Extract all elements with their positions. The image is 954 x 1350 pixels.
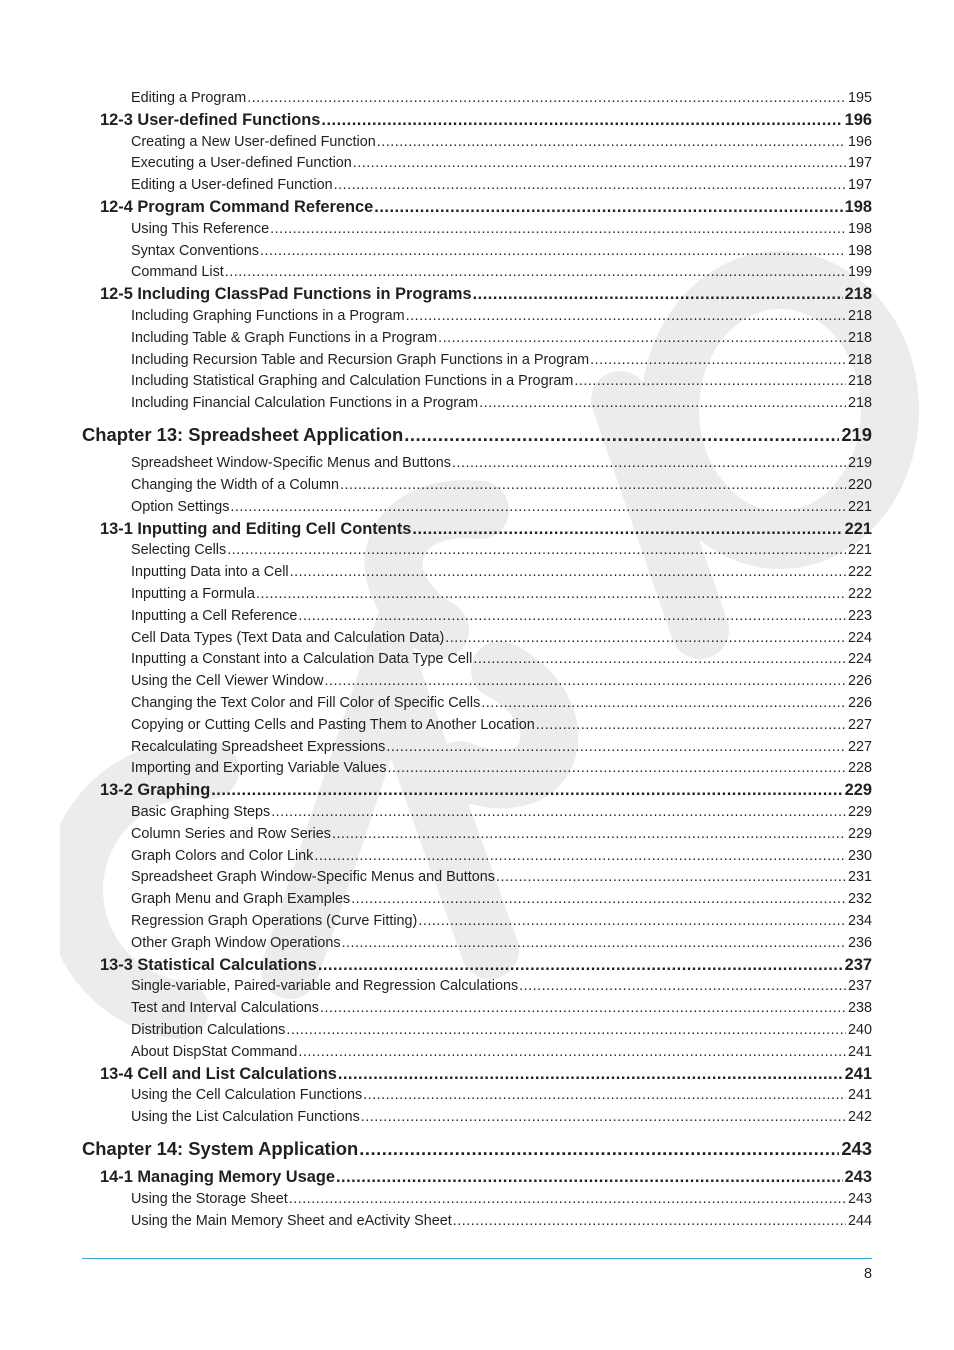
toc-section-entry[interactable] bbox=[100, 109, 872, 131]
entry-title: Test and Interval Calculations bbox=[131, 1000, 319, 1017]
toc-entry[interactable] bbox=[131, 889, 872, 910]
entry-page-number: 218 bbox=[847, 395, 872, 412]
dot-leader bbox=[590, 350, 846, 371]
toc-entry[interactable] bbox=[131, 88, 872, 109]
dot-leader bbox=[298, 606, 846, 627]
entry-page-number: 221 bbox=[847, 542, 872, 559]
entry-page-number: 199 bbox=[847, 264, 872, 281]
dot-leader bbox=[286, 1020, 846, 1041]
dot-leader bbox=[256, 584, 846, 605]
entry-title: About DispStat Command bbox=[131, 1043, 298, 1060]
dot-leader bbox=[452, 453, 846, 474]
dot-leader bbox=[473, 283, 843, 305]
toc-entry[interactable] bbox=[131, 867, 872, 888]
toc-entry[interactable] bbox=[131, 262, 872, 283]
entry-page-number: 229 bbox=[844, 781, 872, 800]
entry-page-number: 218 bbox=[847, 351, 872, 368]
dot-leader bbox=[340, 475, 846, 496]
toc-section-entry[interactable] bbox=[100, 196, 872, 218]
entry-page-number: 219 bbox=[847, 455, 872, 472]
entry-title: Chapter 14: System Application bbox=[82, 1138, 359, 1160]
toc-entry[interactable] bbox=[131, 649, 872, 670]
dot-leader bbox=[377, 132, 846, 153]
entry-title: Using the Storage Sheet bbox=[131, 1191, 288, 1207]
entry-title: Distribution Calculations bbox=[131, 1022, 286, 1038]
entry-title: Selecting Cells bbox=[131, 542, 227, 559]
page-number: 8 bbox=[863, 1266, 872, 1282]
entry-page-number: 218 bbox=[844, 285, 872, 304]
dot-leader bbox=[438, 328, 846, 349]
entry-title: Chapter 13: Spreadsheet Application bbox=[82, 424, 404, 446]
toc-entry[interactable] bbox=[131, 475, 872, 496]
entry-page-number: 224 bbox=[847, 629, 872, 646]
entry-title: 13-4 Cell and List Calculations bbox=[100, 1064, 337, 1083]
entry-page-number: 221 bbox=[847, 498, 872, 515]
dot-leader bbox=[496, 867, 846, 888]
dot-leader bbox=[290, 562, 846, 583]
toc-entry[interactable] bbox=[131, 175, 872, 196]
entry-title: Editing a User-defined Function bbox=[131, 177, 333, 194]
toc-entry[interactable] bbox=[131, 802, 872, 823]
toc-entry[interactable] bbox=[131, 453, 872, 474]
entry-title: 13-2 Graphing bbox=[100, 781, 211, 800]
entry-page-number: 197 bbox=[847, 155, 872, 172]
entry-page-number: 197 bbox=[847, 177, 872, 194]
dot-leader bbox=[453, 1211, 846, 1232]
entry-title: Inputting a Constant into a Calculation Data Type Cell bbox=[131, 651, 473, 668]
toc-section-entry[interactable] bbox=[100, 518, 872, 540]
dot-leader bbox=[574, 371, 846, 392]
dot-leader bbox=[247, 88, 846, 109]
entry-title: Copying or Cutting Cells and Pasting Them to Another Location bbox=[131, 716, 535, 733]
dot-leader bbox=[211, 779, 842, 801]
toc-section-entry[interactable] bbox=[100, 779, 872, 801]
entry-title: 13-1 Inputting and Editing Cell Contents bbox=[100, 519, 412, 538]
entry-title: Executing a User-defined Function bbox=[131, 155, 352, 172]
toc-section-entry[interactable] bbox=[100, 1166, 872, 1188]
dot-leader bbox=[230, 497, 846, 518]
entry-page-number: 198 bbox=[847, 220, 872, 237]
entry-title: Spreadsheet Graph Window-Specific Menus and Buttons bbox=[131, 869, 495, 886]
dot-leader bbox=[406, 306, 846, 327]
entry-title: Cell Data Types (Text Data and Calculation Data) bbox=[131, 629, 445, 646]
dot-leader bbox=[325, 671, 846, 692]
dot-leader bbox=[271, 802, 846, 823]
dot-leader bbox=[227, 540, 846, 561]
toc-entry[interactable] bbox=[131, 824, 872, 845]
entry-title: Inputting a Cell Reference bbox=[131, 607, 298, 624]
dot-leader bbox=[321, 109, 842, 131]
dot-leader bbox=[473, 649, 846, 670]
toc-entry[interactable] bbox=[131, 219, 872, 240]
entry-title: Graph Menu and Graph Examples bbox=[131, 891, 351, 908]
dot-leader bbox=[338, 1063, 843, 1085]
toc-entry[interactable] bbox=[131, 715, 872, 736]
dot-leader bbox=[374, 196, 842, 218]
toc-entry[interactable] bbox=[131, 693, 872, 714]
toc-entry[interactable] bbox=[131, 393, 872, 414]
toc-entry[interactable] bbox=[131, 758, 872, 779]
entry-title: Editing a Program bbox=[131, 90, 247, 106]
entry-page-number: 231 bbox=[847, 869, 872, 886]
dot-leader bbox=[412, 518, 842, 540]
toc-entry[interactable] bbox=[131, 241, 872, 262]
entry-page-number: 244 bbox=[847, 1212, 872, 1229]
dot-leader bbox=[318, 954, 843, 976]
entry-page-number: 227 bbox=[847, 716, 872, 733]
entry-page-number: 196 bbox=[847, 133, 872, 150]
entry-title: Including Statistical Graphing and Calculation Functions in a Program bbox=[131, 373, 574, 390]
dot-leader bbox=[289, 1189, 846, 1210]
dot-leader bbox=[418, 911, 846, 932]
entry-title: 12-5 Including ClassPad Functions in Programs bbox=[100, 285, 472, 304]
dot-leader bbox=[334, 175, 846, 196]
toc-entry[interactable] bbox=[131, 350, 872, 371]
entry-page-number: 223 bbox=[847, 607, 872, 624]
dot-leader bbox=[260, 241, 846, 262]
entry-title: Other Graph Window Operations bbox=[131, 934, 341, 951]
toc-entry[interactable] bbox=[131, 671, 872, 692]
entry-title: Changing the Text Color and Fill Color of Specific Cells bbox=[131, 695, 481, 711]
entry-title: Spreadsheet Window-Specific Menus and Buttons bbox=[131, 455, 451, 472]
entry-title: 12-3 User-defined Functions bbox=[100, 110, 321, 129]
toc-entry[interactable] bbox=[131, 1042, 872, 1063]
entry-title: Including Recursion Table and Recursion Graph Functions in a Program bbox=[131, 351, 590, 368]
entry-page-number: 230 bbox=[847, 847, 872, 864]
entry-title: 12-4 Program Command Reference bbox=[100, 198, 374, 216]
entry-title: Using the Cell Viewer Window bbox=[131, 673, 324, 690]
dot-leader bbox=[270, 219, 846, 240]
entry-title: Using the Main Memory Sheet and eActivity Sheet bbox=[131, 1212, 452, 1229]
entry-page-number: 226 bbox=[847, 673, 872, 690]
toc-section-entry[interactable] bbox=[100, 283, 872, 305]
toc-entry[interactable] bbox=[131, 998, 872, 1019]
entry-title: Command List bbox=[131, 264, 224, 281]
entry-page-number: 241 bbox=[844, 1064, 872, 1083]
entry-title: Importing and Exporting Variable Values bbox=[131, 760, 387, 777]
entry-page-number: 243 bbox=[847, 1191, 872, 1207]
dot-leader bbox=[361, 1107, 846, 1128]
entry-title: Option Settings bbox=[131, 498, 230, 515]
dot-leader bbox=[359, 1136, 839, 1162]
toc-entry[interactable] bbox=[131, 1020, 872, 1041]
entry-page-number: 218 bbox=[847, 373, 872, 390]
entry-title: Inputting Data into a Cell bbox=[131, 564, 289, 581]
entry-page-number: 227 bbox=[847, 738, 872, 755]
toc-section-entry[interactable] bbox=[100, 954, 872, 976]
toc-section-entry[interactable] bbox=[100, 1063, 872, 1085]
entry-page-number: 240 bbox=[847, 1022, 872, 1038]
entry-page-number: 218 bbox=[847, 308, 872, 324]
toc-entry[interactable] bbox=[131, 306, 872, 327]
toc-entry[interactable] bbox=[131, 976, 872, 997]
entry-title: 13-3 Statistical Calculations bbox=[100, 955, 317, 974]
toc-entry[interactable] bbox=[131, 911, 872, 932]
entry-page-number: 234 bbox=[847, 913, 872, 929]
entry-page-number: 237 bbox=[844, 955, 872, 974]
toc-chapter-entry[interactable] bbox=[82, 1136, 872, 1162]
dot-leader bbox=[320, 998, 846, 1019]
entry-title: Syntax Conventions bbox=[131, 242, 259, 259]
toc-entry[interactable] bbox=[131, 584, 872, 605]
toc-entry[interactable] bbox=[131, 153, 872, 174]
entry-title: Including Graphing Functions in a Program bbox=[131, 308, 405, 324]
dot-leader bbox=[481, 693, 846, 714]
dot-leader bbox=[479, 393, 846, 414]
entry-page-number: 238 bbox=[847, 1000, 872, 1017]
dot-leader bbox=[387, 758, 846, 779]
dot-leader bbox=[445, 628, 846, 649]
entry-title: Inputting a Formula bbox=[131, 586, 255, 602]
toc-chapter-entry[interactable] bbox=[82, 422, 872, 448]
entry-page-number: 218 bbox=[847, 329, 872, 346]
entry-page-number: 241 bbox=[847, 1087, 872, 1104]
entry-title: Single-variable, Paired-variable and Regression Calculations bbox=[131, 978, 519, 995]
toc-entry[interactable] bbox=[131, 1211, 872, 1232]
dot-leader bbox=[342, 933, 846, 954]
entry-page-number: 229 bbox=[847, 825, 872, 842]
dot-leader bbox=[336, 1166, 843, 1188]
toc-entry[interactable] bbox=[131, 628, 872, 649]
dot-leader bbox=[332, 824, 846, 845]
entry-title: Using the Cell Calculation Functions bbox=[131, 1087, 363, 1104]
entry-page-number: 243 bbox=[841, 1138, 872, 1160]
entry-page-number: 237 bbox=[847, 978, 872, 995]
dot-leader bbox=[519, 976, 846, 997]
entry-page-number: 221 bbox=[844, 519, 872, 538]
entry-page-number: 222 bbox=[847, 564, 872, 581]
footer-rule bbox=[82, 1258, 872, 1259]
entry-page-number: 219 bbox=[841, 424, 872, 446]
entry-page-number: 224 bbox=[847, 651, 872, 668]
entry-title: Graph Colors and Color Link bbox=[131, 847, 314, 864]
entry-page-number: 195 bbox=[847, 90, 872, 106]
dot-leader bbox=[353, 153, 846, 174]
entry-title: Including Financial Calculation Functions in a Program bbox=[131, 395, 479, 412]
toc-entry[interactable] bbox=[131, 562, 872, 583]
entry-title: 14-1 Managing Memory Usage bbox=[100, 1168, 335, 1187]
toc-entry[interactable] bbox=[131, 1107, 872, 1128]
toc-entry[interactable] bbox=[131, 1085, 872, 1106]
dot-leader bbox=[536, 715, 846, 736]
entry-title: Recalculating Spreadsheet Expressions bbox=[131, 738, 386, 755]
toc-entry[interactable] bbox=[131, 132, 872, 153]
dot-leader bbox=[363, 1085, 846, 1106]
entry-page-number: 222 bbox=[847, 586, 872, 602]
entry-title: Basic Graphing Steps bbox=[131, 804, 271, 820]
entry-page-number: 241 bbox=[847, 1043, 872, 1060]
toc-entry[interactable] bbox=[131, 1189, 872, 1210]
entry-title: Using the List Calculation Functions bbox=[131, 1109, 360, 1126]
entry-page-number: 220 bbox=[847, 477, 872, 493]
entry-title: Creating a New User-defined Function bbox=[131, 133, 376, 150]
entry-page-number: 229 bbox=[847, 804, 872, 820]
toc-entry[interactable] bbox=[131, 497, 872, 518]
entry-page-number: 196 bbox=[844, 110, 872, 129]
entry-title: Including Table & Graph Functions in a Program bbox=[131, 329, 438, 346]
toc-entry[interactable] bbox=[131, 328, 872, 349]
entry-page-number: 236 bbox=[847, 934, 872, 951]
dot-leader bbox=[404, 422, 839, 448]
toc-entry[interactable] bbox=[131, 540, 872, 561]
entry-title: Using This Reference bbox=[131, 220, 270, 237]
entry-page-number: 226 bbox=[847, 695, 872, 711]
dot-leader bbox=[298, 1042, 846, 1063]
entry-title: Regression Graph Operations (Curve Fitting) bbox=[131, 913, 418, 929]
entry-page-number: 198 bbox=[847, 242, 872, 259]
dot-leader bbox=[386, 737, 846, 758]
dot-leader bbox=[225, 262, 846, 283]
entry-page-number: 198 bbox=[844, 198, 872, 216]
entry-title: Changing the Width of a Column bbox=[131, 477, 339, 493]
entry-page-number: 242 bbox=[847, 1109, 872, 1126]
entry-page-number: 228 bbox=[847, 760, 872, 777]
toc-entry[interactable] bbox=[131, 606, 872, 627]
dot-leader bbox=[351, 889, 846, 910]
toc-entry[interactable] bbox=[131, 846, 872, 867]
entry-title: Column Series and Row Series bbox=[131, 825, 331, 842]
dot-leader bbox=[314, 846, 846, 867]
entry-page-number: 243 bbox=[844, 1168, 872, 1187]
toc-entry[interactable] bbox=[131, 933, 872, 954]
toc-entry[interactable] bbox=[131, 371, 872, 392]
entry-page-number: 232 bbox=[847, 891, 872, 908]
toc-entry[interactable] bbox=[131, 737, 872, 758]
